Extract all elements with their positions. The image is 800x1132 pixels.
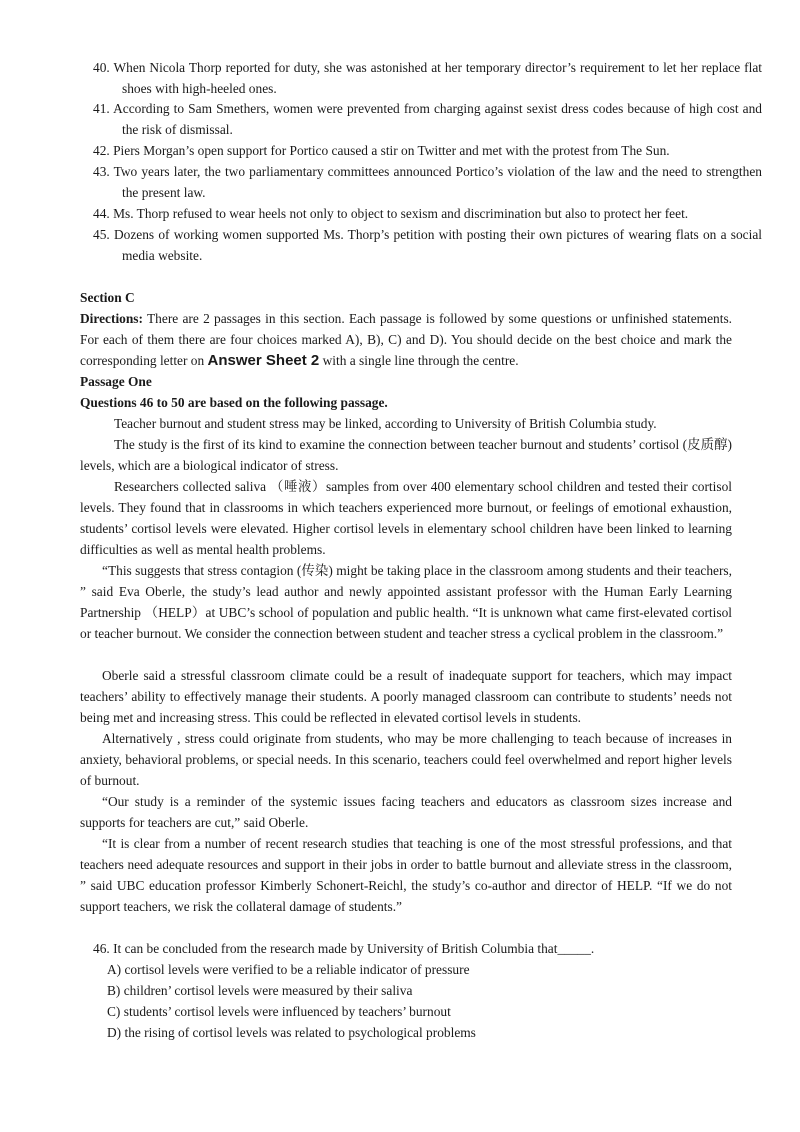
option-c: C) students’ cortisol levels were influenced by teachers’ burnout	[107, 1004, 451, 1019]
option-b: B) children’ cortisol levels were measured by their saliva	[107, 983, 413, 998]
passage-paragraph: “This suggests that stress contagion (传染) might be taking place in the classroom among students and their teachers, ” said Eva Oberle, the study’s lead author and newly appointed assistant professor with the Human Early Learning Partnership （HELP）at UBC’s school of population and public health. “It is unknown what came first-elevated cortisol or teacher burnout. We consider the connection between student and teacher stress a cyclical problem in the classroom.”	[80, 563, 732, 641]
answer-sheet-ref: Answer Sheet 2	[207, 352, 320, 369]
statement-44: 44. Ms. Thorp refused to wear heels not only to object to sexism and discrimination but also to protect her feet.	[93, 206, 689, 221]
statement-40: 40. When Nicola Thorp reported for duty, she was astonished at her temporary director’s requirement to let her replace flat shoes with high-heeled ones.	[93, 60, 762, 96]
option-d: D) the rising of cortisol levels was related to psychological problems	[107, 1025, 476, 1040]
directions-text-end: with a single line through the centre.	[319, 353, 519, 368]
passage-paragraph: Teacher burnout and student stress may be linked, according to University of British Columbia study.	[114, 416, 657, 431]
section-title: Section C	[80, 290, 135, 305]
passage-paragraph: The study is the first of its kind to examine the connection between teacher burnout and students’ cortisol (皮质醇) levels, which are a biological indicator of stress.	[80, 437, 732, 473]
directions-label: Directions:	[80, 311, 143, 326]
directions-text: There are 2 passages in this section. Each passage is followed by some questions or unfinished statements. For each of them there are four choices marked A), B), C) and D). You should decide on the best choice and mark the corresponding letter on	[80, 311, 732, 368]
passage-paragraph: Alternatively , stress could originate from students, who may be more challenging to teach because of increases in anxiety, behavioral problems, or special needs. In this scenario, teachers could feel overwhelmed and report higher levels of burnout.	[80, 731, 732, 788]
directions	[80, 308, 732, 371]
option-a: A) cortisol levels were verified to be a reliable indicator of pressure	[107, 962, 470, 977]
statement-42: 42. Piers Morgan’s open support for Portico caused a stir on Twitter and met with the protest from The Sun.	[93, 143, 670, 158]
passage-paragraph: Researchers collected saliva （唾液）samples from over 400 elementary school children and tested their cortisol levels. They found that in classrooms in which teachers experienced more burnout, or feelings of emotional exhaustion, students’ cortisol levels were elevated. Higher cortisol levels in elementary school children have been linked to learning difficulties as well as mental health problems.	[80, 479, 732, 557]
passage-paragraph: Oberle said a stressful classroom climate could be a result of inadequate support for teachers, which may impact teachers’ ability to effectively manage their students. A poorly managed classroom can contribute to students’ needs not being met and increasing stress. This could be reflected in elevated cortisol levels in students.	[80, 668, 732, 725]
question-46-stem: 46. It can be concluded from the research made by University of British Columbia that_____.	[93, 941, 595, 956]
passage-label: Passage One	[80, 374, 152, 389]
statement-41: 41. According to Sam Smethers, women were prevented from charging against sexist dress codes because of high cost and the risk of dismissal.	[93, 101, 762, 137]
questions-range: Questions 46 to 50 are based on the following passage.	[80, 395, 388, 410]
statement-43: 43. Two years later, the two parliamentary committees announced Portico’s violation of the law and the need to strengthen the present law.	[93, 164, 762, 200]
statement-45: 45. Dozens of working women supported Ms. Thorp’s petition with posting their own pictures of wearing flats on a social media website.	[93, 227, 762, 263]
passage-paragraph: “It is clear from a number of recent research studies that teaching is one of the most stressful professions, and that teachers need adequate resources and support in their jobs in order to battle burnout and alleviate stress in the classroom, ” said UBC education professor Kimberly Schonert-Reichl, the study’s co-author and director of HELP. “If we do not support teachers, we risk the collateral damage of students.”	[80, 836, 732, 914]
passage-paragraph: “Our study is a reminder of the systemic issues facing teachers and educators as classroom sizes increase and supports for teachers are cut,” said Oberle.	[80, 794, 732, 830]
